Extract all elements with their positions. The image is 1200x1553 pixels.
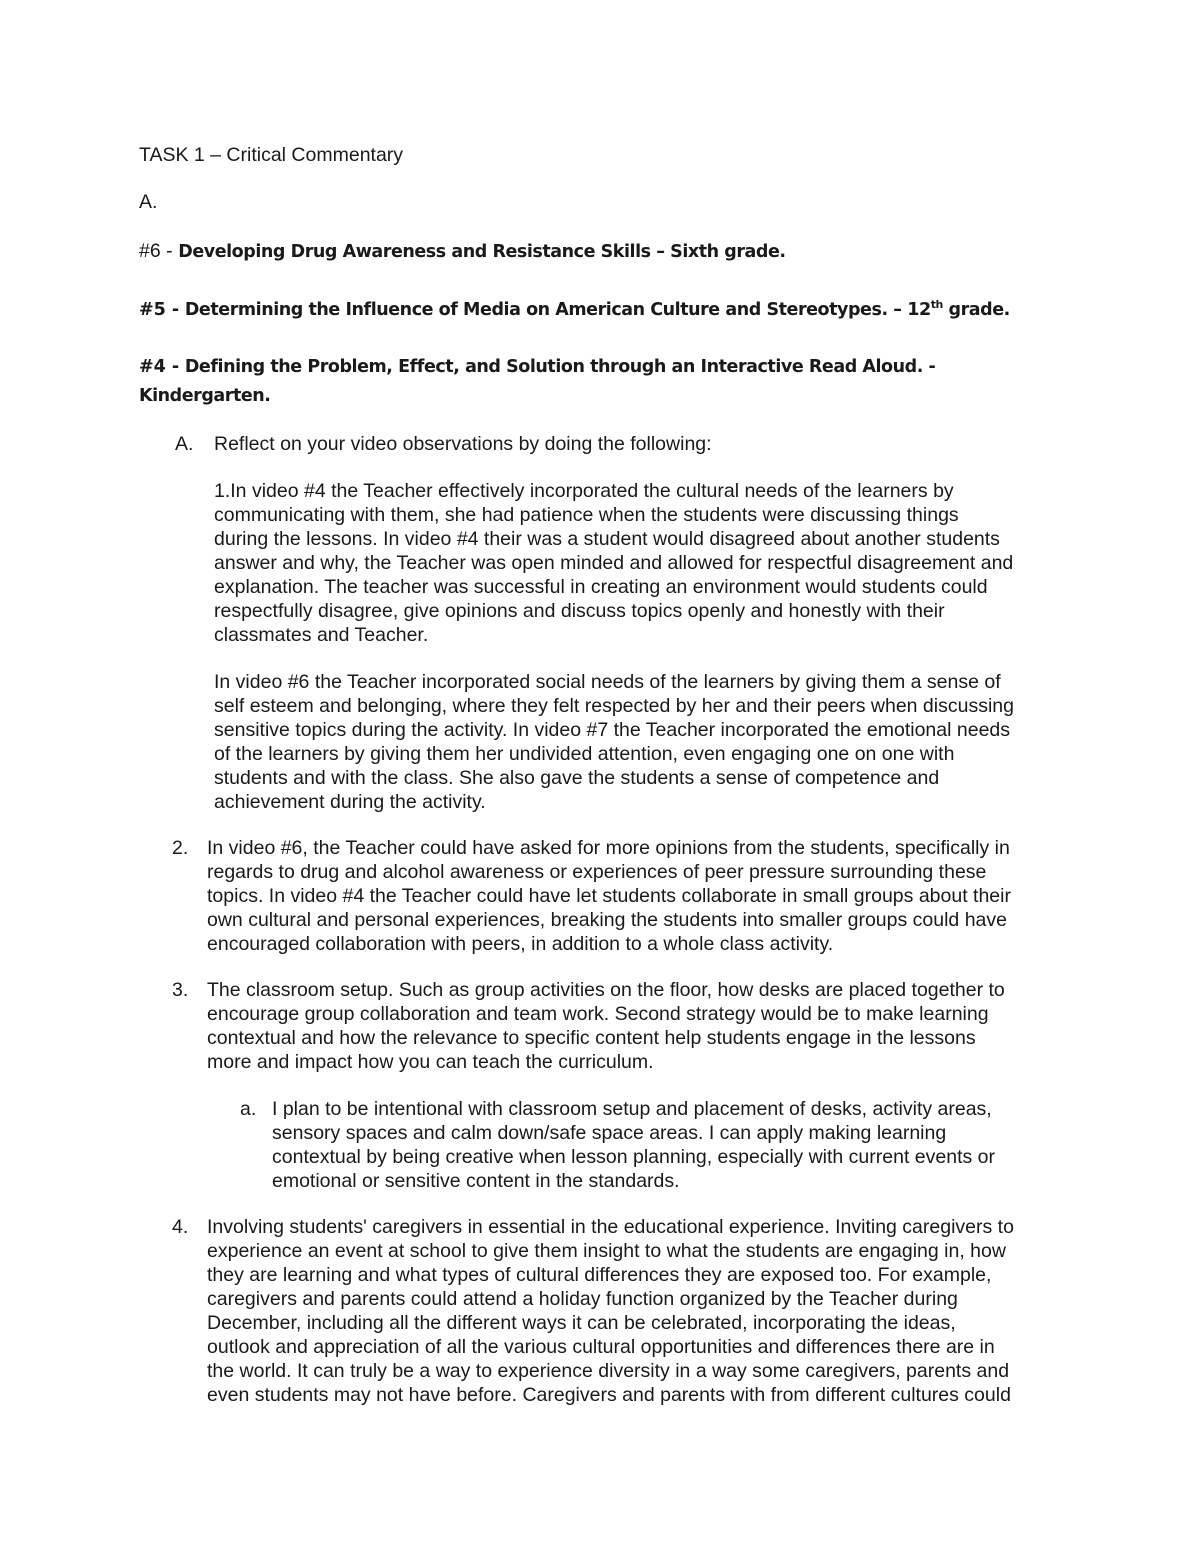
ordinal-suffix: th — [930, 298, 943, 312]
text-line: In video #6, the Teacher could have asked for more opinions from the students, specifically in — [207, 837, 1010, 859]
text-line: sensory spaces and calm down/safe space areas. I can apply making learning — [272, 1122, 947, 1144]
text-line: December, including all the different ways it can be celebrated, incorporating the ideas, — [207, 1312, 956, 1334]
text-line: emotional or sensitive content in the standards. — [272, 1170, 680, 1192]
text-line: The classroom setup. Such as group activities on the floor, how desks are placed together to — [207, 979, 1005, 1001]
outline-prompt: Reflect on your video observations by doing the following: — [214, 433, 712, 455]
list-item-marker: 4. — [172, 1216, 189, 1238]
text-line: classmates and Teacher. — [214, 624, 429, 646]
text-line: I plan to be intentional with classroom setup and placement of desks, activity areas, — [272, 1098, 992, 1120]
document-title: TASK 1 – Critical Commentary — [139, 144, 404, 166]
text-line: topics. In video #4 the Teacher could have let students collaborate in small groups about their — [207, 885, 1011, 907]
text-line: communicating with them, she had patience when the students were discussing things — [214, 504, 959, 526]
text-line: even students may not have before. Caregivers and parents with from different cultures could — [207, 1384, 1011, 1406]
text-line: more and impact how you can teach the curriculum. — [207, 1051, 654, 1073]
text-line: contextual by being creative when lesson planning, especially with current events or — [272, 1146, 995, 1168]
text-line: 1.In video #4 the Teacher effectively incorporated the cultural needs of the learners by — [214, 480, 954, 502]
text-line: achievement during the activity. — [214, 791, 486, 813]
video-heading-5 — [139, 296, 1010, 324]
list-item-marker: 3. — [172, 979, 189, 1001]
text-line: explanation. The teacher was successful in creating an environment would students could — [214, 576, 988, 598]
video-number: #6 - — [139, 240, 173, 262]
list-item-marker: 2. — [172, 837, 189, 859]
outline-marker: A. — [175, 433, 194, 455]
video-number: #4 - — [139, 357, 180, 377]
text-line: students and with the class. She also gave the students a sense of competence and — [214, 767, 940, 789]
text-line: respectfully disagree, give opinions and discuss topics openly and honestly with their — [214, 600, 945, 622]
text-line: contextual and how the relevance to specific content help students engage in the lessons — [207, 1027, 976, 1049]
section-label: A. — [139, 191, 158, 213]
text-line: the world. It can truly be a way to experience diversity in a way some caregivers, parents and — [207, 1360, 1010, 1382]
video-heading-6 — [139, 237, 786, 266]
text-line: regards to drug and alcohol awareness or experiences of peer pressure surrounding these — [207, 861, 987, 883]
text-line: In video #6 the Teacher incorporated social needs of the learners by giving them a sense of — [214, 671, 1001, 693]
video-heading-4 — [139, 353, 935, 381]
video-title: Determining the Influence of Media on American Culture and Stereotypes. – 12 — [184, 300, 931, 320]
text-line: encourage group collaboration and team work. Second strategy would be to make learning — [207, 1003, 989, 1025]
video-title: Defining the Problem, Effect, and Solution through an Interactive Read Aloud. - — [184, 357, 936, 377]
video-title: Developing Drug Awareness and Resistance Skills – Sixth grade. — [178, 242, 786, 262]
text-line: they are learning and what types of cultural differences they are exposed too. For example, — [207, 1264, 992, 1286]
text-line: experience an event at school to give them insight to what the students are engaging in, how — [207, 1240, 1006, 1262]
text-line: of the learners by giving them her undivided attention, even engaging one on one with — [214, 743, 955, 765]
text-line: caregivers and parents could attend a holiday function organized by the Teacher during — [207, 1288, 958, 1310]
video-number: #5 - — [139, 300, 180, 320]
text-line: encouraged collaboration with peers, in addition to a whole class activity. — [207, 933, 834, 955]
text-line: Involving students' caregivers in essential in the educational experience. Inviting caregivers to — [207, 1216, 1014, 1238]
text-line: self esteem and belonging, where they felt respected by her and their peers when discussing — [214, 695, 1014, 717]
text-line: answer and why, the Teacher was open minded and allowed for respectful disagreement and — [214, 552, 1014, 574]
video-title-end: grade. — [942, 300, 1010, 320]
text-line: sensitive topics during the activity. In video #7 the Teacher incorporated the emotional needs — [214, 719, 1011, 741]
sub-item-marker: a. — [240, 1098, 257, 1120]
video-heading-4-continued: Kindergarten. — [139, 386, 271, 406]
text-line: outlook and appreciation of all the various cultural opportunities and differences there are in — [207, 1336, 995, 1358]
text-line: own cultural and personal experiences, breaking the students into smaller groups could have — [207, 909, 1007, 931]
text-line: during the lessons. In video #4 their was a student would disagreed about another students — [214, 528, 1000, 550]
